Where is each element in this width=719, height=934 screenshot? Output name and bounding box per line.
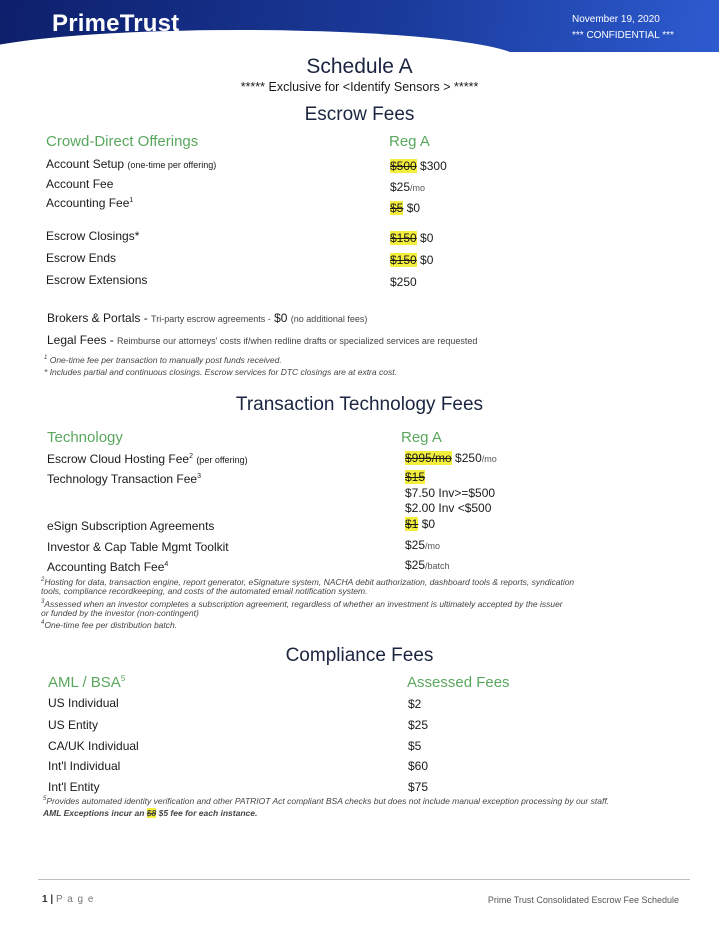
footnote-text: Assessed when an investor completes a subscription agreement, regardless of whether an investment is ultimately accepted by the issuer <box>44 598 563 609</box>
footnote-ref: 1 <box>129 197 134 204</box>
page-number <box>42 894 94 905</box>
escrow-row-note: (one-time per offering) <box>127 160 217 170</box>
tech-row-label: eSign Subscription Agreements <box>47 519 215 533</box>
old-price: $8 <box>146 808 157 818</box>
escrow-row-value <box>390 231 433 245</box>
tech-row-label <box>47 472 201 486</box>
escrow-row-value <box>390 159 447 173</box>
tech-tier-2: $2.00 Inv <$500 <box>405 501 492 515</box>
old-price: $15 <box>405 470 426 484</box>
footnote-text: One-time fee per transaction to manually post funds received. <box>49 354 282 365</box>
aml-exceptions-post: $5 fee for each instance. <box>158 808 258 818</box>
escrow-row-label: Escrow Ends <box>46 251 117 265</box>
tech-col-right: Reg A <box>401 429 442 446</box>
legal-desc: Reimburse our attorneys' costs if/when redline drafts or specialized services are requested <box>117 336 478 346</box>
tech-row-value <box>405 538 440 552</box>
compliance-row-value: $2 <box>408 697 422 711</box>
old-price: $150 <box>390 231 417 245</box>
tech-row-value <box>405 470 425 484</box>
footnote-mark: * <box>44 367 48 377</box>
footnote-ref: 5 <box>120 674 126 683</box>
compliance-col-left <box>48 674 125 691</box>
price: $25 <box>390 180 411 194</box>
escrow-row-label: Escrow Extensions <box>46 273 148 287</box>
footer-divider <box>38 879 690 880</box>
escrow-col-left: Crowd-Direct Offerings <box>46 133 199 150</box>
brokers-label: Brokers & Portals - <box>47 311 148 325</box>
escrow-row-name: Accounting Fee <box>46 196 130 210</box>
price-unit: /mo <box>410 183 426 193</box>
tech-row-label <box>47 560 168 574</box>
old-price: $500 <box>390 159 417 173</box>
price-unit: /batch <box>425 561 450 571</box>
legal-label: Legal Fees - <box>47 333 114 347</box>
compliance-row-label: US Individual <box>48 696 119 710</box>
tech-heading: Transaction Technology Fees <box>235 394 484 415</box>
brokers-desc: Tri-party escrow agreements - <box>151 314 271 324</box>
footnote <box>44 354 282 365</box>
new-price: $0 <box>421 517 436 531</box>
footnote-text: Hosting for data, transaction engine, report generator, eSignature system, NACHA debit authorization, dashboard tools & reports, syndication <box>44 576 575 587</box>
tech-row-note: (per offering) <box>196 455 248 465</box>
escrow-row-value <box>390 253 433 267</box>
footnote-ref: 2 <box>189 453 193 460</box>
old-price: $1 <box>405 517 419 531</box>
aml-exceptions-note <box>43 808 257 818</box>
new-price: $300 <box>420 159 447 173</box>
footnote-ref: 3 <box>197 473 201 480</box>
header-confidential: *** CONFIDENTIAL *** <box>572 30 674 41</box>
escrow-row-label <box>46 157 216 171</box>
compliance-row-value: $25 <box>408 718 429 732</box>
brand-logo: PrimeTrust <box>52 10 180 37</box>
aml-exceptions-pre: AML Exceptions incur an <box>43 808 145 818</box>
brokers-line <box>47 311 367 325</box>
brokers-amount: $0 <box>274 311 288 325</box>
legal-line <box>47 333 477 347</box>
footnote-mark: 5 <box>43 796 47 802</box>
tech-row-value <box>405 451 497 465</box>
footnote-text: or funded by the investor (non-contingent) <box>41 607 199 618</box>
footnote <box>41 576 574 596</box>
compliance-row-label: Int'l Entity <box>48 780 100 794</box>
new-price: $0 <box>420 253 434 267</box>
price-unit: /mo <box>481 454 497 464</box>
compliance-row-value: $5 <box>408 739 422 753</box>
footnote-text: tools, compliance recordkeeping, and costs of the automated email notification system. <box>41 585 368 596</box>
tech-row-label: Investor & Cap Table Mgmt Toolkit <box>47 540 229 554</box>
tech-col-left: Technology <box>47 429 123 446</box>
header-meta <box>572 12 674 44</box>
escrow-col-right: Reg A <box>389 133 430 150</box>
tech-row-label <box>47 452 248 466</box>
compliance-row-label: CA/UK Individual <box>48 739 139 753</box>
page-word: P a g e <box>55 894 95 905</box>
old-price: $5 <box>390 201 404 215</box>
price-unit: /mo <box>425 541 441 551</box>
escrow-row-value: $250 <box>390 275 417 289</box>
compliance-row-label: US Entity <box>48 718 99 732</box>
page-num: 1 <box>42 894 48 905</box>
footnote <box>43 795 609 806</box>
tech-row-name: Accounting Batch Fee <box>47 560 165 574</box>
old-price: $150 <box>390 253 417 267</box>
footnote-mark: 2 <box>41 577 45 583</box>
schedule-title: Schedule A <box>306 55 413 78</box>
page-separator: | <box>50 894 54 905</box>
tech-row-value <box>405 558 450 572</box>
footnote-mark: 4 <box>41 620 45 626</box>
footnote-mark: 3 <box>41 599 45 605</box>
compliance-col-left-text: AML / BSA <box>48 674 121 691</box>
compliance-row-value: $60 <box>408 759 429 773</box>
footer-doc-title: Prime Trust Consolidated Escrow Fee Schedule <box>487 895 679 905</box>
tech-row-name: Escrow Cloud Hosting Fee <box>47 452 190 466</box>
escrow-heading: Escrow Fees <box>304 104 415 125</box>
escrow-row-value <box>390 180 425 194</box>
escrow-row-label: Account Fee <box>46 177 114 191</box>
compliance-row-value: $75 <box>408 780 429 794</box>
header-date: November 19, 2020 <box>572 14 660 25</box>
escrow-row-label: Escrow Closings* <box>46 229 140 243</box>
footnote-text: Provides automated identity verification and other PATRIOT Act compliant BSA checks but does not include manual exception processing by our staff. <box>46 795 610 806</box>
footnote-text: Includes partial and continuous closings. Escrow services for DTC closings are at extra cost. <box>49 367 397 377</box>
compliance-col-right: Assessed Fees <box>407 674 510 691</box>
compliance-row-label: Int'l Individual <box>48 759 121 773</box>
compliance-heading: Compliance Fees <box>285 645 434 666</box>
tech-row-name: Technology Transaction Fee <box>47 472 198 486</box>
brokers-note: (no additional fees) <box>290 314 368 324</box>
footnote <box>41 598 563 618</box>
new-price: $0 <box>420 231 434 245</box>
footnote-mark: 1 <box>44 355 48 361</box>
old-price: $995/mo <box>405 451 452 465</box>
escrow-row-label <box>46 196 133 210</box>
tech-tier-1: $7.50 Inv>=$500 <box>405 486 496 500</box>
tech-row-value <box>405 517 435 531</box>
schedule-exclusive: ***** Exclusive for <Identify Sensors > ***** <box>240 80 479 94</box>
escrow-row-value <box>390 201 420 215</box>
footnote <box>41 619 177 630</box>
price: $25 <box>405 558 426 572</box>
footnote-text: One-time fee per distribution batch. <box>44 619 178 630</box>
escrow-row-name: Account Setup <box>46 157 125 171</box>
new-price: $250 <box>455 451 482 465</box>
footnote <box>44 368 397 377</box>
price: $25 <box>405 538 426 552</box>
footnote-ref: 4 <box>164 561 169 568</box>
new-price: $0 <box>406 201 421 215</box>
